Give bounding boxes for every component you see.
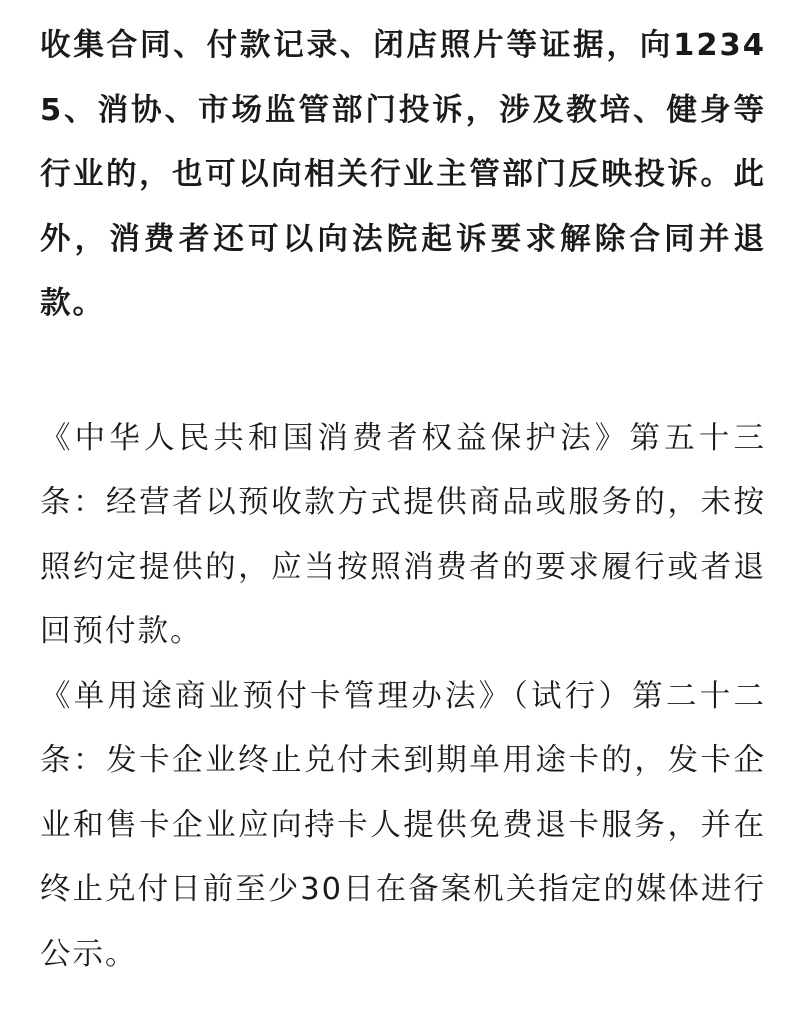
consumer-law-article-paragraph: 《中华人民共和国消费者权益保护法》第五十三条：经营者以预收款方式提供商品或服务的，未按照约定提供的，应当按照消费者的要求履行或者退回预付款。 [40,420,766,649]
prepaid-card-regulation-paragraph: 《单用途商业预付卡管理办法》（试行）第二十二条：发卡企业终止兑付未到期单用途卡的，发卡企业和售卡企业应向持卡人提供免费退卡服务，并在终止兑付日前至少30日在备案机关指定的媒体进行公示。 [40,678,766,972]
article-body [40,14,766,987]
paragraph-spacer [40,337,766,407]
complaint-advice-paragraph: 收集合同、付款记录、闭店照片等证据，向12345、消协、市场监管部门投诉，涉及教培、健身等行业的，也可以向相关行业主管部门反映投诉。此外，消费者还可以向法院起诉要求解除合同并退款。 [40,28,766,321]
